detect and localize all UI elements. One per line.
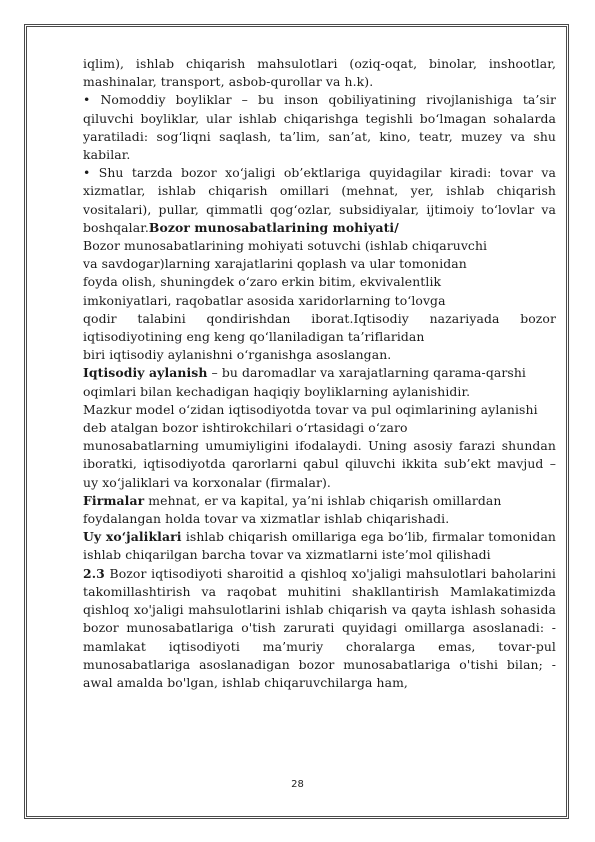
term-iqtisodiy-aylanish: Iqtisodiy aylanish	[83, 365, 208, 381]
paragraph-firmalar	[83, 492, 556, 510]
text-line: deb atalgan bozor ishtirokchilari o‘rtasidagi o‘zaro	[83, 420, 408, 436]
text-line: foyda olish, shuningdek o‘zaro erkin bitim, ekvivalentlik	[83, 274, 442, 290]
page-number: 28	[291, 779, 304, 790]
paragraph-bozor-obektlari	[83, 164, 556, 237]
paragraph-uy-xojaliklari	[83, 528, 556, 564]
document-body	[83, 55, 556, 692]
term-uy-xojaliklari: Uy xo‘jaliklari	[83, 529, 182, 545]
text-line-justified: qodir talabini qondirishdan iborat.Iqtisodiy nazariyada bozor	[83, 310, 556, 326]
bozor-obektlari-text: • Shu tarzda bozor xo‘jaligi ob’ektlariga quyidagilar kiradi: tovar va xizmatlar, ishlab chiqarish omillari (mehnat, yer, ishlab chiqarish vositalari), pullar, qimmatli qog‘ozlar, subsidiyalar, ijtimoiy to‘lovlar va boshqalar.	[83, 165, 556, 235]
text-line: oqimlari bilan kechadigan haqiqiy boyliklarning aylanishidir.	[83, 383, 471, 399]
text-line: Mazkur model o‘zidan iqtisodiyotda tovar va pul oqimlarining aylanishi	[83, 401, 538, 417]
section-number: 2.3	[83, 565, 105, 581]
uy-xojaliklari-text: ishlab chiqarish omillariga ega bo‘lib, firmalar tomonidan ishlab chiqarilgan barcha tovar va xizmatlarni iste’mol qilishadi	[83, 529, 557, 563]
text-line: va savdogar)larning xarajatlarini qoplash va ular tomonidan	[83, 256, 467, 272]
text-line: imkoniyatlari, raqobatlar asosida xaridorlarning to‘lovga	[83, 292, 446, 308]
paragraph-iqtisodiy-aylanish	[83, 364, 556, 382]
text-line: Bozor munosabatlarining mohiyati sotuvchi (ishlab chiqaruvchi	[83, 238, 488, 254]
text-line: biri iqtisodiy aylanishni o‘rganishga asoslangan.	[83, 347, 392, 363]
paragraph-nomoddiy-boyliklar: • Nomoddiy boyliklar – bu inson qobiliyatining rivojlanishiga ta’sir qiluvchi boyliklar, ular ishlab chiqarishga tegishli bo‘lmagan sohalarda yaratiladi: sog‘liqni saqlash, ta’lim, san’at, kino, teatr, muzey va shu kabilar.	[83, 92, 556, 163]
section-2-3	[83, 565, 556, 692]
text-line: foydalangan holda tovar va xizmatlar ishlab chiqarishadi.	[83, 511, 450, 527]
paragraph-iqlim: iqlim), ishlab chiqarish mahsulotlari (oziq-oqat, binolar, inshootlar, mashinalar, transport, asbob-qurollar va h.k).	[83, 56, 556, 90]
definition-text: – bu daromadlar va xarajatlarning qarama-qarshi	[207, 365, 526, 381]
heading-bozor-mohiyati: Bozor munosabatlarining mohiyati/	[148, 219, 399, 235]
text-line: iqtisodiyotining eng keng qo‘llaniladigan ta’riflaridan	[83, 329, 425, 345]
paragraph-munosabatlar: munosabatlarning umumiyligini ifodalaydi. Uning asosiy farazi shundan iboratki, iqtisodiyotda qarorlarni qabul qiluvchi ikkita sub’ekt mavjud – uy xo‘jaliklari va korxonalar (firmalar).	[83, 438, 556, 490]
section-text: Bozor iqtisodiyoti sharoitid a qishloq xo'jaligi mahsulotlari baholarini takomillashtirish va raqobat muhitini shakllantirish Mamlakatimizda qishloq xo'jaligi mahsulotlarini ishlab chiqarish va qayta ishlash sohasida bozor munosabatlariga o'tish zarurati quyidagi omillarga asoslanadi: - mamlakat iqtisodiyoti ma’muriy choralarga emas, tovar-pul munosabatlariga asoslanadigan bozor munosabatlariga o'tishi bilan; - awal amalda bo'lgan, ishlab chiqaruvchilarga ham,	[83, 565, 556, 690]
firmalar-text: mehnat, er va kapital, ya’ni ishlab chiqarish omillardan	[144, 492, 502, 508]
term-firmalar: Firmalar	[83, 492, 145, 508]
